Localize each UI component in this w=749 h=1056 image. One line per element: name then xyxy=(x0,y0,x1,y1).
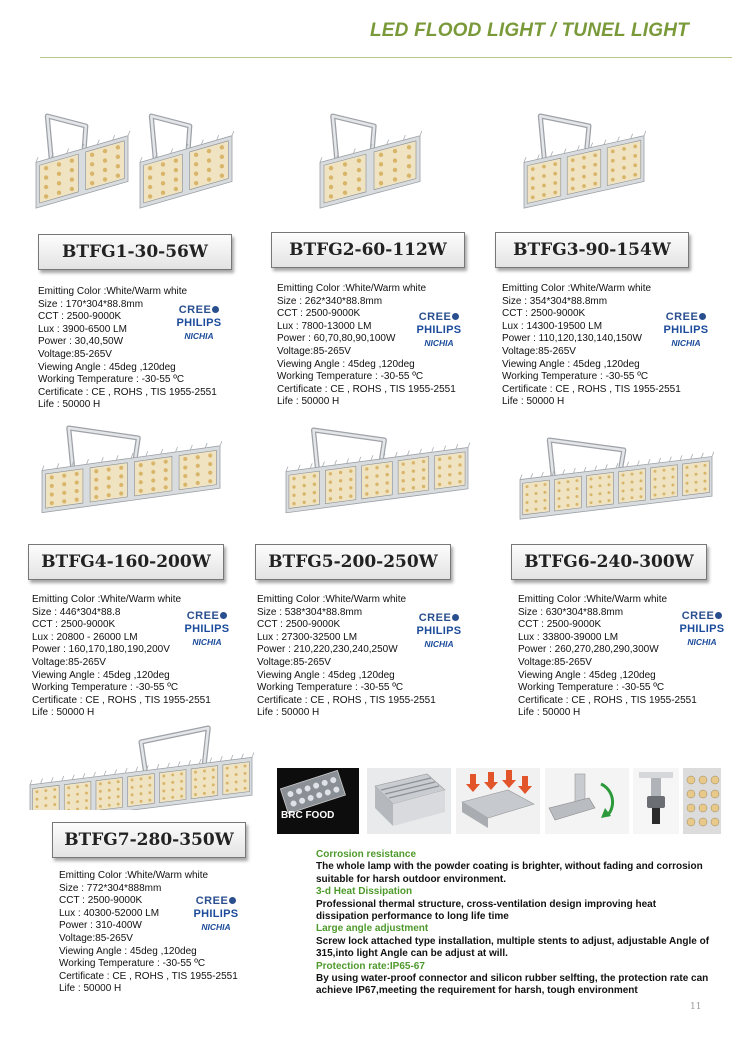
spec-line: Life : 50000 H xyxy=(502,396,565,408)
product-image-btfg7 xyxy=(28,724,254,810)
spec-line: Certificate : CE , ROHS , TIS 1955-2551 xyxy=(502,383,681,395)
spec-line: Viewing Angle : 45deg ,120deg xyxy=(59,945,197,957)
spec-line: Power : 60,70,80,90,100W xyxy=(277,333,396,345)
spec-line: Certificate : CE , ROHS , TIS 1955-2551 xyxy=(38,386,217,398)
page-number: 11 xyxy=(690,1002,702,1012)
spec-line: Power : 310-400W xyxy=(59,920,142,932)
spec-line: Voltage:85-265V xyxy=(38,348,112,360)
spec-line: CCT : 2500-9000K xyxy=(38,311,122,323)
product-image-btfg3 xyxy=(522,112,646,216)
spec-line: Working Temperature : -30-55 ºC xyxy=(59,958,206,970)
cree-logo: CREE xyxy=(190,895,242,907)
spec-line: Certificate : CE , ROHS , TIS 1955-2551 xyxy=(32,694,211,706)
spec-line: Power : 110,120,130,140,150W xyxy=(502,333,642,345)
spec-line: Voltage:85-265V xyxy=(502,345,576,357)
feature-text: Screw lock attached type installation, multiple stents to adjust, adjustable Angle of xyxy=(316,935,710,947)
spec-line: Life : 50000 H xyxy=(518,707,581,719)
model-label-btfg2: BTFG2-60-112W xyxy=(271,232,465,268)
cree-logo: CREE xyxy=(660,311,712,323)
spec-list-btfg6 xyxy=(518,594,697,720)
spec-line: CCT : 2500-9000K xyxy=(502,308,586,320)
spec-line: Working Temperature : -30-55 ºC xyxy=(518,682,665,694)
philips-logo: PHILIPS xyxy=(416,625,462,637)
spec-line: Life : 50000 H xyxy=(277,396,340,408)
feature-photo-brc-food xyxy=(277,768,359,834)
philips-logo: PHILIPS xyxy=(184,623,230,635)
spec-line: Power : 160,170,180,190,200V xyxy=(32,644,170,656)
product-image-btfg1 xyxy=(34,112,234,216)
spec-line: Working Temperature : -30-55 ºC xyxy=(32,682,179,694)
philips-logo: PHILIPS xyxy=(663,324,709,336)
philips-logo: PHILIPS xyxy=(416,324,462,336)
feature-photo-housing xyxy=(367,768,451,834)
spec-line: Viewing Angle : 45deg ,120deg xyxy=(257,669,395,681)
spec-line: Size : 538*304*88.8mm xyxy=(257,606,363,618)
feature-text: 315,into light Angle can be adjust at will. xyxy=(316,948,508,960)
spec-line: Working Temperature : -30-55 ºC xyxy=(277,371,424,383)
feature-text: Professional thermal structure, cross-ventilation design improving heat xyxy=(316,898,657,910)
spec-line: Certificate : CE , ROHS , TIS 1955-2551 xyxy=(59,970,238,982)
spec-line: Life : 50000 H xyxy=(59,983,122,995)
philips-logo: PHILIPS xyxy=(176,317,222,329)
feature-photo-angle-adjustment xyxy=(545,768,629,834)
model-label-btfg6: BTFG6-240-300W xyxy=(511,544,707,580)
feature-text: suitable for harsh outdoor environment. xyxy=(316,873,507,885)
spec-line: Lux : 14300-19500 LM xyxy=(502,320,603,332)
spec-line: Life : 50000 H xyxy=(257,707,320,719)
spec-list-btfg7 xyxy=(59,870,238,996)
spec-line: Size : 446*304*88.8 xyxy=(32,606,121,618)
spec-line: Lux : 3900-6500 LM xyxy=(38,323,127,335)
spec-line: Lux : 33800-39000 LM xyxy=(518,631,619,643)
spec-line: Working Temperature : -30-55 ºC xyxy=(257,682,404,694)
spec-line: Voltage:85-265V xyxy=(257,656,331,668)
led-brands-btfg1 xyxy=(173,304,225,341)
brc-food-label: BRC FOOD xyxy=(281,810,335,821)
model-label-btfg5: BTFG5-200-250W xyxy=(255,544,451,580)
spec-line: Size : 262*340*88.8mm xyxy=(277,295,383,307)
led-brands-btfg4 xyxy=(181,610,233,647)
led-brands-btfg2 xyxy=(413,311,465,348)
spec-line: Viewing Angle : 45deg ,120deg xyxy=(38,361,176,373)
spec-line: Life : 50000 H xyxy=(32,707,95,719)
philips-logo: PHILIPS xyxy=(193,908,239,920)
led-brands-btfg3 xyxy=(660,311,712,348)
cree-logo: CREE xyxy=(676,610,728,622)
led-brands-btfg6 xyxy=(676,610,728,647)
spec-line: Lux : 27300-32500 LM xyxy=(257,631,358,643)
spec-line: Certificate : CE , ROHS , TIS 1955-2551 xyxy=(257,694,436,706)
feature-photo-heat-dissipation xyxy=(456,768,540,834)
spec-line: Emitting Color :White/Warm white xyxy=(257,594,407,605)
spec-line: Lux : 40300-52000 LM xyxy=(59,907,160,919)
feature-text: dissipation performance to long life time xyxy=(316,911,509,923)
spec-line: Viewing Angle : 45deg ,120deg xyxy=(277,358,415,370)
spec-line: Lux : 7800-13000 LM xyxy=(277,320,372,332)
spec-line: Voltage:85-265V xyxy=(277,345,351,357)
model-label-btfg3: BTFG3-90-154W xyxy=(495,232,689,268)
spec-line: Emitting Color :White/Warm white xyxy=(518,594,668,605)
nichia-logo: NICHIA xyxy=(424,639,454,649)
spec-line: Certificate : CE , ROHS , TIS 1955-2551 xyxy=(518,694,697,706)
nichia-logo: NICHIA xyxy=(184,331,214,341)
feature-text: achieve IP67,meeting the requirement for harsh, tough environment xyxy=(316,985,638,997)
nichia-logo: NICHIA xyxy=(671,338,701,348)
spec-line: Size : 630*304*88.8mm xyxy=(518,606,624,618)
spec-line: Working Temperature : -30-55 ºC xyxy=(38,374,185,386)
product-image-btfg5 xyxy=(284,426,470,520)
cree-logo: CREE xyxy=(173,304,225,316)
feature-heading: Corrosion resistance xyxy=(316,849,417,860)
title-divider xyxy=(40,57,732,58)
spec-line: Emitting Color :White/Warm white xyxy=(59,870,209,881)
spec-line: Emitting Color :White/Warm white xyxy=(277,283,427,294)
spec-line: Size : 772*304*888mm xyxy=(59,882,162,894)
spec-line: Size : 170*304*88.8mm xyxy=(38,298,144,310)
cree-logo: CREE xyxy=(413,311,465,323)
spec-line: CCT : 2500-9000K xyxy=(518,619,602,631)
product-image-btfg4 xyxy=(40,424,222,520)
nichia-logo: NICHIA xyxy=(201,922,231,932)
feature-photo-led-module xyxy=(683,768,721,834)
spec-line: Viewing Angle : 45deg ,120deg xyxy=(518,669,656,681)
feature-photo-connector xyxy=(633,768,679,834)
spec-line: Size : 354*304*88.8mm xyxy=(502,295,608,307)
nichia-logo: NICHIA xyxy=(192,637,222,647)
philips-logo: PHILIPS xyxy=(679,623,725,635)
spec-line: Life : 50000 H xyxy=(38,399,101,411)
spec-line: Voltage:85-265V xyxy=(32,656,106,668)
spec-line: CCT : 2500-9000K xyxy=(257,619,341,631)
spec-line: CCT : 2500-9000K xyxy=(32,619,116,631)
spec-line: Working Temperature : -30-55 ºC xyxy=(502,371,649,383)
cree-logo: CREE xyxy=(413,612,465,624)
spec-list-btfg5 xyxy=(257,594,436,720)
spec-line: Lux : 20800 - 26000 LM xyxy=(32,631,138,643)
spec-line: Emitting Color :White/Warm white xyxy=(32,594,182,605)
cree-logo: CREE xyxy=(181,610,233,622)
feature-heading: Large angle adjustment xyxy=(316,923,429,935)
model-label-btfg1: BTFG1-30-56W xyxy=(38,234,232,270)
led-brands-btfg5 xyxy=(413,612,465,649)
spec-line: Voltage:85-265V xyxy=(518,656,592,668)
spec-line: Emitting Color :White/Warm white xyxy=(502,283,652,294)
product-image-btfg6 xyxy=(518,436,714,526)
led-brands-btfg7 xyxy=(190,895,242,932)
model-label-btfg4: BTFG4-160-200W xyxy=(28,544,224,580)
product-image-btfg2 xyxy=(318,112,422,216)
spec-line: CCT : 2500-9000K xyxy=(277,308,361,320)
feature-text: The whole lamp with the powder coating is brighter, without fading and corrosion xyxy=(316,861,703,873)
nichia-logo: NICHIA xyxy=(424,338,454,348)
model-label-btfg7: BTFG7-280-350W xyxy=(52,822,246,858)
spec-line: Emitting Color :White/Warm white xyxy=(38,286,188,297)
spec-line: Power : 210,220,230,240,250W xyxy=(257,644,398,656)
spec-line: Certificate : CE , ROHS , TIS 1955-2551 xyxy=(277,383,456,395)
spec-line: Voltage:85-265V xyxy=(59,932,133,944)
nichia-logo: NICHIA xyxy=(687,637,717,647)
feature-text: By using water-proof connector and silicon rubber selfting, the protection rate can xyxy=(316,973,709,985)
spec-line: Viewing Angle : 45deg ,120deg xyxy=(502,358,640,370)
spec-line: CCT : 2500-9000K xyxy=(59,895,143,907)
spec-line: Viewing Angle : 45deg ,120deg xyxy=(32,669,170,681)
feature-list xyxy=(316,849,746,998)
feature-heading: 3-d Heat Dissipation xyxy=(316,886,413,898)
spec-line: Power : 30,40,50W xyxy=(38,336,124,348)
page-title: LED FLOOD LIGHT / TUNEL LIGHT xyxy=(370,20,689,41)
feature-heading: Protection rate:IP65-67 xyxy=(316,960,425,972)
spec-list-btfg3 xyxy=(502,283,681,409)
spec-line: Power : 260,270,280,290,300W xyxy=(518,644,659,656)
